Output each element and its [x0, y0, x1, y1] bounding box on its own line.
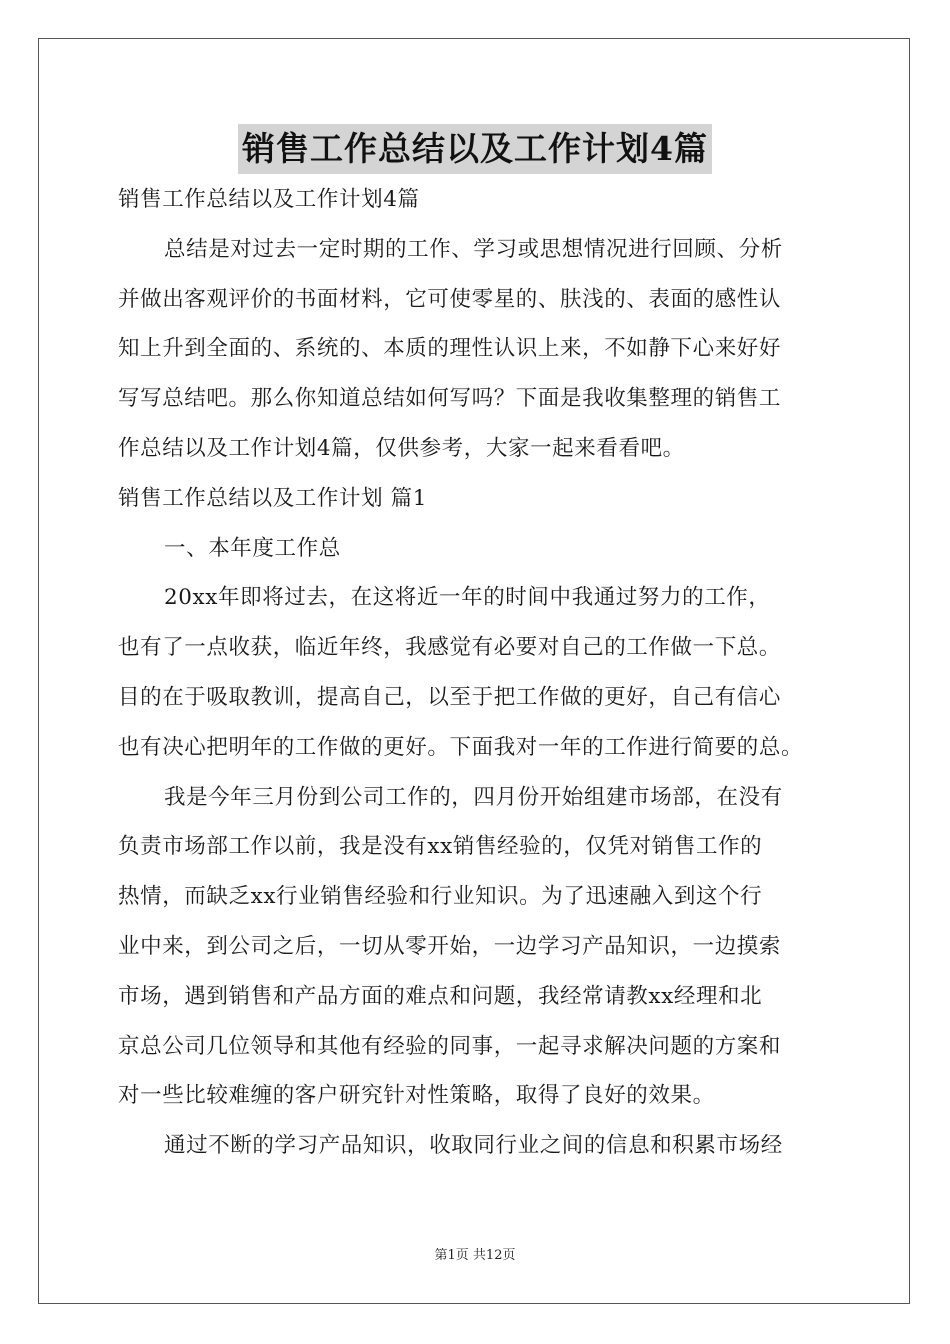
- text-line: 销售工作总结以及工作计划 篇1: [118, 485, 428, 511]
- text-line: 目的在于吸取教训，提高自己，以至于把工作做的更好，自己有信心: [118, 684, 782, 710]
- title-container: [0, 124, 950, 174]
- text-line: 京总公司几位领导和其他有经验的同事，一起寻求解决问题的方案和: [118, 1033, 782, 1059]
- text-line: 业中来，到公司之后，一切从零开始，一边学习产品知识，一边摸索: [118, 933, 782, 959]
- text-line: 负责市场部工作以前，我是没有xx销售经验的，仅凭对销售工作的: [118, 834, 763, 860]
- page-footer: 第1页 共12页: [434, 1248, 516, 1263]
- text-line: 通过不断的学习产品知识，收取同行业之间的信息和积累市场经: [164, 1133, 783, 1159]
- text-line: 20xx年即将过去，在这将近一年的时间中我通过努力的工作，: [164, 585, 771, 611]
- text-line: 一、本年度工作总: [164, 535, 341, 561]
- document-body: [118, 175, 834, 1171]
- text-line: 对一些比较难缠的客户研究针对性策略，取得了良好的效果。: [118, 1083, 715, 1109]
- text-line: 热情，而缺乏xx行业销售经验和行业知识。为了迅速融入到这个行: [118, 884, 763, 910]
- text-line: 我是今年三月份到公司工作的，四月份开始组建市场部，在没有: [164, 784, 783, 810]
- text-line: 总结是对过去一定时期的工作、学习或思想情况进行回顾、分析: [164, 236, 783, 262]
- document-title: 销售工作总结以及工作计划4篇: [238, 124, 712, 174]
- text-line: 也有决心把明年的工作做的更好。下面我对一年的工作进行简要的总。: [118, 734, 804, 760]
- text-line: 知上升到全面的、系统的、本质的理性认识上来，不如静下心来好好: [118, 336, 782, 362]
- text-line: 市场，遇到销售和产品方面的难点和问题，我经常请教xx经理和北: [118, 983, 763, 1009]
- text-line: 写写总结吧。那么你知道总结如何写吗？下面是我收集整理的销售工: [118, 386, 782, 412]
- text-line: 作总结以及工作计划4篇，仅供参考，大家一起来看看吧。: [118, 435, 685, 461]
- text-line: 销售工作总结以及工作计划4篇: [118, 187, 420, 212]
- text-line: 并做出客观评价的书面材料，它可使零星的、肤浅的、表面的感性认: [118, 286, 782, 312]
- text-line: 也有了一点收获，临近年终，我感觉有必要对自己的工作做一下总。: [118, 635, 782, 661]
